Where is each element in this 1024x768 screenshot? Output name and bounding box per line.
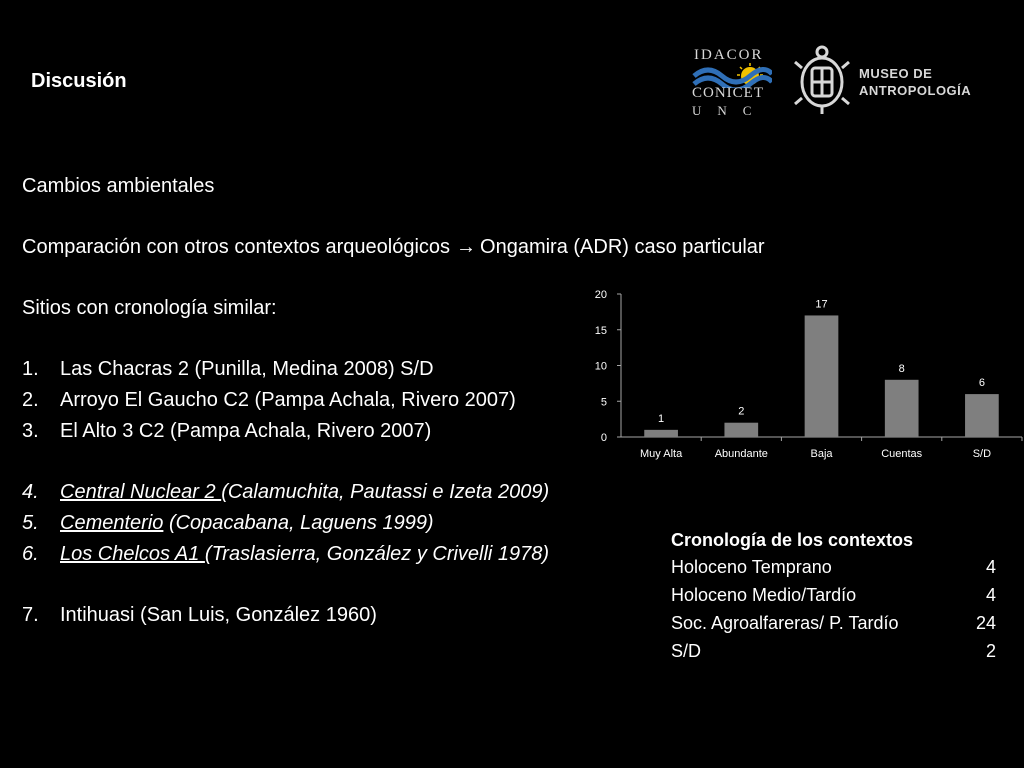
y-tick-label: 0 <box>600 432 607 444</box>
bar-value-label: 2 <box>738 405 745 418</box>
row-value: 4 <box>985 585 996 605</box>
row-value: 2 <box>985 641 996 661</box>
site-item <box>22 420 431 443</box>
y-tick-label: 10 <box>594 360 607 373</box>
bar-chart <box>585 283 1024 468</box>
idacor-conicet-unc-logo <box>688 44 778 122</box>
site-text: Arroyo El Gaucho C2 (Pampa Achala, Rivero 2007) <box>60 389 516 411</box>
comparison-case: Ongamira (ADR) caso particular <box>480 236 765 258</box>
row-label: Holoceno Temprano <box>671 557 832 577</box>
site-item <box>22 481 549 504</box>
site-item <box>22 512 434 535</box>
logo-text-antropologia: ANTROPOLOGÍA <box>859 83 972 98</box>
site-name-link: Los Chelcos A1 <box>60 543 205 565</box>
row-label: S/D <box>671 641 702 661</box>
site-number: 5. <box>22 512 39 534</box>
site-number: 2. <box>22 389 39 411</box>
row-value: 4 <box>985 557 996 577</box>
bar <box>644 430 678 437</box>
x-tick-label: Baja <box>810 448 833 460</box>
chronology-table <box>671 530 996 669</box>
site-number: 1. <box>22 358 39 380</box>
site-number: 6. <box>22 543 39 565</box>
site-item <box>22 358 434 381</box>
x-tick-label: S/D <box>972 448 992 460</box>
bar <box>724 423 758 437</box>
y-tick-label: 15 <box>594 324 607 337</box>
x-tick-label: Cuentas <box>881 448 923 460</box>
table-row <box>671 641 996 669</box>
x-tick-label: Abundante <box>714 448 768 460</box>
comparison-text <box>22 236 765 259</box>
logo-text-conicet: CONICET <box>692 85 764 101</box>
logo-text-idacor: IDACOR <box>694 47 764 63</box>
site-number: 7. <box>22 604 39 626</box>
site-item <box>22 604 377 627</box>
site-name-link: Cementerio <box>60 512 164 534</box>
row-label: Soc. Agroalfareras/ P. Tardío <box>671 613 899 633</box>
bar-value-label: 8 <box>898 362 905 375</box>
bar <box>965 394 999 437</box>
site-item <box>22 389 516 412</box>
environmental-changes-text: Cambios ambientales <box>22 175 215 197</box>
site-name-link: Central Nuclear 2 <box>60 481 222 503</box>
site-detail: (Traslasierra, González y Crivelli 1978) <box>204 543 550 565</box>
site-detail: (Calamuchita, Pautassi e Izeta 2009) <box>221 481 550 503</box>
bar-value-label: 6 <box>978 377 985 390</box>
chronology-table-title: Cronología de los contextos <box>671 530 914 550</box>
site-item <box>22 543 549 566</box>
site-detail: (Copacabana, Laguens 1999) <box>163 512 434 534</box>
slide-title: Discusión <box>31 70 127 92</box>
logo-text-museo: MUSEO DE <box>859 66 933 81</box>
bar-chart-svg <box>585 283 1024 468</box>
y-tick-label: 5 <box>600 396 607 409</box>
site-text: El Alto 3 C2 (Pampa Achala, Rivero 2007) <box>60 420 432 442</box>
table-row <box>671 585 996 613</box>
y-tick-label: 20 <box>594 289 607 301</box>
comparison-lead: Comparación con otros contextos arqueológicos <box>22 236 451 258</box>
x-tick-label: Muy Alta <box>640 448 683 460</box>
bar <box>805 315 839 437</box>
site-text: Intihuasi (San Luis, González 1960) <box>60 604 377 626</box>
bar-value-label: 17 <box>815 298 828 311</box>
bar <box>885 380 919 437</box>
museo-antropologia-logo <box>792 44 982 116</box>
row-label: Holoceno Medio/Tardío <box>671 585 857 605</box>
table-row <box>671 613 996 641</box>
row-value: 24 <box>975 613 996 633</box>
site-number: 3. <box>22 420 39 442</box>
logo-text-unc: UNC <box>692 103 768 118</box>
arrow-right-icon: → <box>456 236 477 258</box>
site-text: Las Chacras 2 (Punilla, Medina 2008) S/D <box>60 358 434 380</box>
turtle-emblem-icon <box>792 44 852 116</box>
bar-value-label: 1 <box>658 412 665 425</box>
table-row <box>671 557 996 585</box>
site-number: 4. <box>22 481 39 503</box>
similar-chronology-heading: Sitios con cronología similar: <box>22 297 277 319</box>
